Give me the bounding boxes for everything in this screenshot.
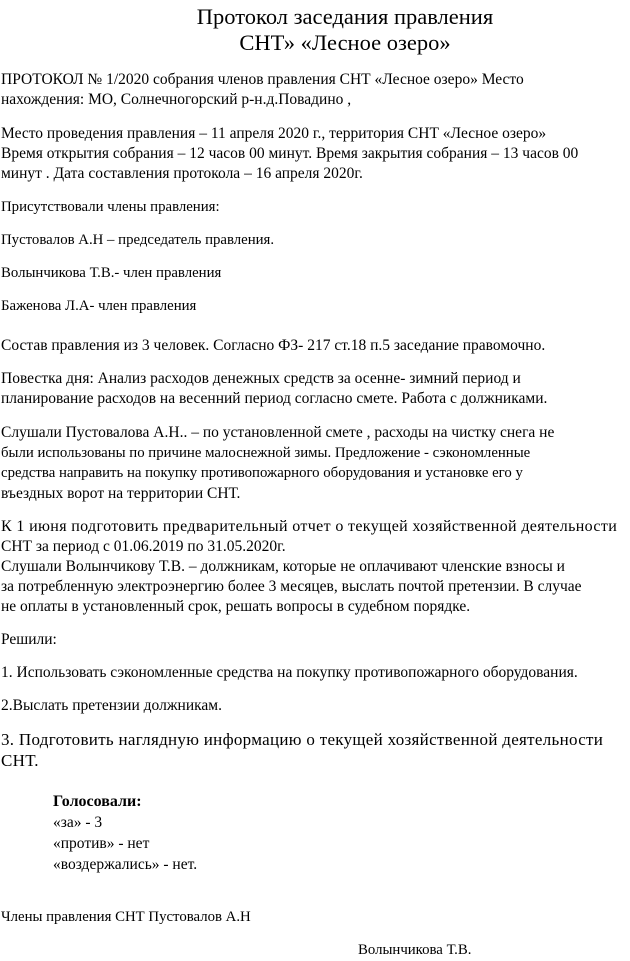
heard-line: не оплаты в установленный срок, решать вопросы в судебном порядке. [1,598,471,615]
agenda-line: Повестка дня: Анализ расходов денежных средств за осенне- зимний период и [1,370,521,387]
intro-line: ПРОТОКОЛ № 1/2020 собрания членов правления СНТ «Лесное озеро» Место [1,71,524,88]
venue-line: Место проведения правления – 11 апреля 2020 г., территория СНТ «Лесное озеро» [1,125,547,142]
decision-item: 1. Использовать сэкономленные средства на покупку противопожарного оборудования. [1,664,578,681]
member-line: Баженова Л.А- член правления [1,298,197,314]
heard-line: были использованы по причине малоснежной зимы. Предложение - сэкономленные [1,445,531,461]
decided-heading: Решили: [1,631,57,648]
vote-against: «против» - нет [53,835,150,852]
signature-name: Волынчикова Т.В. [358,942,472,958]
agenda-line: планирование расходов на весенний период согласно смете. Работа с должниками. [1,390,548,407]
vote-for: «за» - 3 [53,814,103,831]
heard-line: за потребленную электроэнергию более 3 месяцев, выслать почтой претензии. В случае [1,578,582,595]
intro-line: нахождения: МО, Солнечногорский р-н.д.Повадино , [1,91,352,108]
present-heading: Присутствовали члены правления: [1,199,220,215]
decision-line: СНТ. [1,751,39,770]
heard-line: средства направить на покупку противопожарного оборудования и установке его у [1,465,523,481]
venue-line: минут . Дата составления протокола – 16 апреля 2020г. [1,165,363,182]
heard-line: въездных ворот на территории СНТ. [1,485,241,502]
vote-abstain: «воздержались» - нет. [53,856,198,873]
signatures-line: Члены правления СНТ Пустовалов А.Н [1,909,251,925]
venue-line: Время открытия собрания – 12 часов 00 минут. Время закрытия собрания – 13 часов 00 [1,145,579,162]
page-title-line-2: СНТ» «Лесное озеро» [239,30,451,55]
heard-line: Слушали Волынчикову Т.В. – должникам, которые не оплачивают членские взносы и [1,558,565,575]
vote-heading: Голосовали: [53,793,142,810]
report-line: К 1 июня подготовить предварительный отчет о текущей хозяйственной деятельности [1,518,618,535]
decision-line: 3. Подготовить наглядную информацию о текущей хозяйственной деятельности [1,730,604,749]
decision-item: 2.Выслать претензии должникам. [1,697,222,714]
heard-line: Слушали Пустовалова А.Н.. – по установленной смете , расходы на чистку снега не [1,424,555,441]
report-line: СНТ за период с 01.06.2019 по 31.05.2020г. [1,538,286,555]
page-title-line-1: Протокол заседания правления [196,4,494,29]
quorum-line: Состав правления из 3 человек. Согласно ФЗ- 217 ст.18 п.5 заседание правомочно. [1,337,546,354]
member-line: Волынчикова Т.В.- член правления [1,265,222,281]
member-line: Пустовалов А.Н – председатель правления. [1,232,275,248]
